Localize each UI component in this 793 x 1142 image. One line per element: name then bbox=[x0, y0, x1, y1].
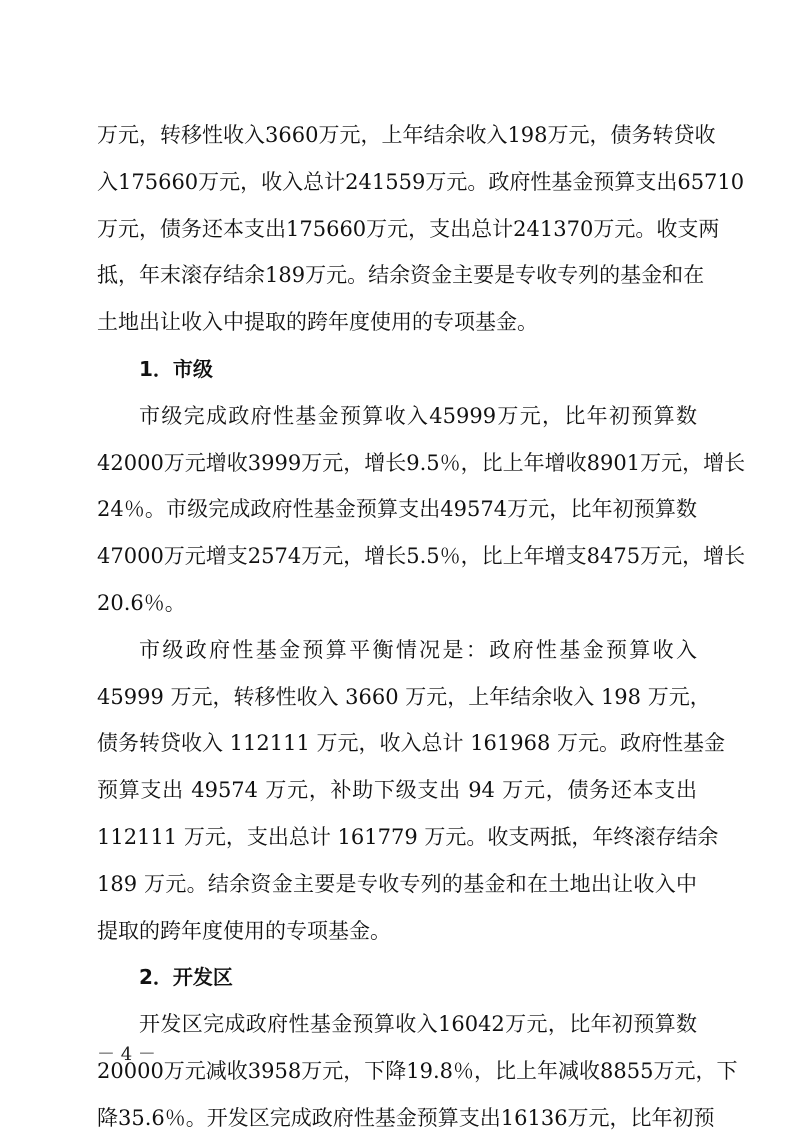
text-line: 47000万元增支2574万元，增长5.5％，比上年增支8475万元，增长 bbox=[97, 544, 746, 569]
body-text bbox=[97, 112, 746, 1142]
text-line: 189 万元。结余资金主要是专收专列的基金和在土地出让收入中 bbox=[97, 871, 697, 896]
section-heading-dev-zone: 2．开发区 bbox=[139, 965, 233, 990]
text-line: 万元，债务还本支出175660万元，支出总计241370万元。收支两 bbox=[97, 216, 720, 241]
text-line: 市级政府性基金预算平衡情况是：政府性基金预算收入 bbox=[139, 637, 697, 662]
text-line: 抵，年末滚存结余189万元。结余资金主要是专收专列的基金和在 bbox=[97, 263, 705, 288]
text-line: 112111 万元，支出总计 161779 万元。收支两抵，年终滚存结余 bbox=[97, 824, 719, 849]
text-line: 入175660万元，收入总计241559万元。政府性基金预算支出65710 bbox=[97, 169, 745, 194]
section-heading-city: 1．市级 bbox=[139, 356, 213, 381]
text-line: 42000万元增收3999万元，增长9.5％，比上年增收8901万元，增长 bbox=[97, 450, 746, 475]
text-line: 开发区完成政府性基金预算收入16042万元，比年初预算数 bbox=[139, 1012, 697, 1037]
text-line: 提取的跨年度使用的专项基金。 bbox=[97, 918, 391, 943]
text-line: 市级完成政府性基金预算收入45999万元，比年初预算数 bbox=[139, 403, 697, 428]
text-line: 20000万元减收3958万元，下降19.8％，比上年减收8855万元，下 bbox=[97, 1058, 738, 1083]
text-line: 20.6％。 bbox=[97, 590, 186, 615]
text-line: 万元，转移性收入3660万元，上年结余收入198万元，债务转贷收 bbox=[97, 123, 716, 147]
text-line: 降35.6％。开发区完成政府性基金预算支出16136万元，比年初预 bbox=[97, 1105, 715, 1130]
text-line: 45999 万元，转移性收入 3660 万元，上年结余收入 198 万元， bbox=[97, 684, 711, 709]
page-number: － 4 － bbox=[97, 1044, 156, 1065]
text-line: 预算支出 49574 万元，补助下级支出 94 万元，债务还本支出 bbox=[97, 778, 697, 803]
text-line: 债务转贷收入 112111 万元，收入总计 161968 万元。政府性基金 bbox=[97, 731, 726, 756]
text-line: 24％。市级完成政府性基金预算支出49574万元，比年初预算数 bbox=[97, 497, 697, 522]
text-line: 土地出让收入中提取的跨年度使用的专项基金。 bbox=[97, 310, 538, 335]
